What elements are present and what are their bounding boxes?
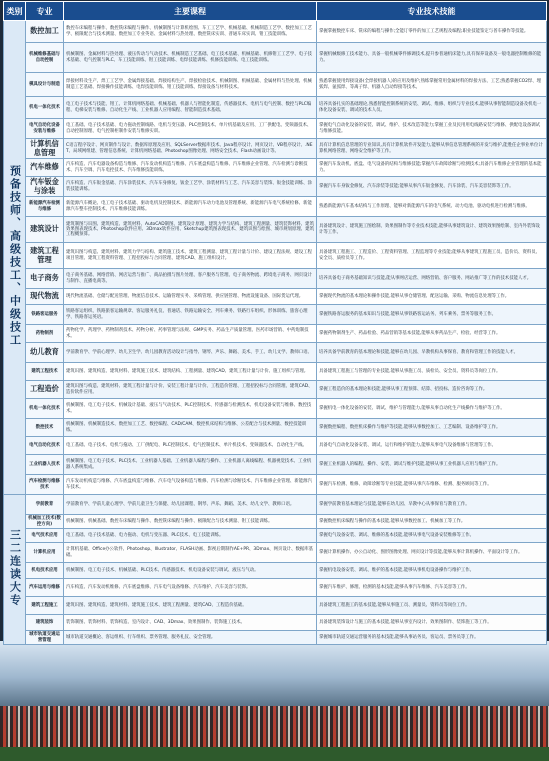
main-courses: 药物化学、药理学、药物制剂技术、药物分析、药事管理与法规、GMP实务、药品生产质量管理、医药市场营销、中药炮制技术。: [64, 325, 317, 343]
main-courses: 装饰制图、装饰材料、装饰构造、室内设计、CAD、3Dmax、效果图制作、装饰施工技术。: [64, 615, 317, 631]
table-row: [4, 515, 547, 529]
table-row: [4, 305, 547, 325]
main-courses: 机械制图、金属材料与热处理、液压传动与气动技术、机械制造工艺基础、电工技术基础、机械基础、机修钳工工艺学、电子技术基础、电气控制与PLC、车工技能训练、钳工技能训练、电焊技能训练、机修技能训练、电工技能训练。: [64, 43, 317, 73]
technical-skills: 掌握汽车车身钣金修复、汽车涂装等技能;能够从事汽车钣金修复、汽车涂装、汽车美容装饰等工作。: [317, 177, 547, 197]
table-row: [4, 631, 547, 645]
technical-skills: 具备建筑设计、建筑施工图绘制、效果图制作等专业技术技能,能够从事建筑设计、建筑效果图绘制、室内外装饰设计等工作。: [317, 217, 547, 243]
major-name: 数控加工: [26, 21, 64, 43]
category-cell: [4, 21, 26, 495]
technical-skills: 具备建筑工程施工、工程造价、工程资料管理、工程监理等专业技能;能够从事建筑工程施工员、造价员、资料员、安全员、质检员等工作。: [317, 243, 547, 269]
major-name: 计算机信息管理: [26, 139, 64, 159]
technical-skills: 掌握计算机操作、办公自动化、图形图像处理、网页设计等技能,能够从事计算机操作、平面设计等工作。: [317, 543, 547, 563]
table-row: [4, 419, 547, 437]
main-courses: 学前教育学、学前儿童心理学、学前儿童卫生与保健、幼儿园课程、钢琴、声乐、舞蹈、美术、幼儿文学、教师口语。: [64, 495, 317, 515]
main-courses: 机械制图、电工电子技术、PLC技术、工业机器人基础、工业机器人编程与操作、工业机器人离线编程、机器视觉技术、工业机器人系统集成。: [64, 455, 317, 475]
technical-skills: 掌握工业机器人的编程、操作、安装、调试与维护技能,能够从事工业机器人应用与维护工作。: [317, 455, 547, 475]
main-courses: 汽车发动机构造与维修、汽车底盘构造与维修、汽车电气设备构造与维修、汽车检测与诊断技术、汽车维修企业管理、新能源汽车技术。: [64, 475, 317, 495]
table-row: [4, 543, 547, 563]
main-courses: 新能源汽车概论、电工电子技术基础、驱动电机及控制技术、新能源汽车动力电池及管理系统、新能源汽车电气系统检修、新能源汽车整车控制技术、汽车维修技能训练。: [64, 197, 317, 217]
technical-skills: 掌握电气自动化设备的安装、调试、维护、技术改造等能力;掌握工业及民用用电线路安装与维修、供配电设备调试与维修技能。: [317, 119, 547, 139]
main-courses: 电工基础、电子技术基础、电力拖动控制线路、电机与变压器、PLC控制技术、单片机基础及应用、工厂供配电、变频器技术、自动控制原理、电气控制柜制作安装与维修实训。: [64, 119, 317, 139]
main-courses: 计算机基础、Office办公软件、Photoshop、Illustrator、FLASH动画、影视后期制作AE+PR、3Dmax、网页设计、数据库基础。: [64, 543, 317, 563]
main-courses: 汽车构造、汽车电器设备构造与维修、汽车发动机构造与维修、汽车底盘构造与维修、汽车维修企业管理、汽车检测与诊断技术、汽车空调、汽车电控技术、汽车维修技能训练。: [64, 159, 317, 177]
table-row: [4, 615, 547, 631]
technical-skills: 掌握汽车维护、修理、检测的基本技能,能够从事汽车维修、汽车美容等工作。: [317, 579, 547, 597]
technical-skills: 掌握学前教育基本理论与技能,能够在幼儿园、早教中心从事保育与教育工作。: [317, 495, 547, 515]
major-name: 机电一体化技术: [26, 399, 64, 419]
major-name: 机械加工技术(数控方向): [26, 515, 64, 529]
technical-skills: 培养具备电子商务基础知识与技能,能从事网店运营、网络营销、客户服务、网站推广等工作的技术技能人才。: [317, 269, 547, 289]
field-grass: [0, 747, 549, 761]
table-row: [4, 97, 547, 119]
technical-skills: 具备电气自动化设备安装、调试、运行和维护的能力,能够从事电气设备维修与管理等工作。: [317, 437, 547, 455]
table-header: [4, 2, 547, 21]
table-row: [4, 119, 547, 139]
technical-skills: 掌握汽车发动机、底盘、电气设备的结构与维修技能;掌握汽车故障诊断与检测技术;具备汽车维修企业管理的基本能力。: [317, 159, 547, 177]
table-row: [4, 177, 547, 197]
table-row: [4, 363, 547, 381]
technical-skills: 具有计算机信息管理的专业知识,具有计算机软件开发能力,能够从事信息管理系统的开发与维护,能胜任企事业单位计算机网络管理、网络安全维护等工作。: [317, 139, 547, 159]
technical-skills: 掌握掌握数控车床、铣床的编程与操作;全能订零件的加工工艺规程及编程;职业技能鉴定与普车操作等技能。: [317, 21, 547, 43]
table-row: [4, 159, 547, 177]
table-row: [4, 289, 547, 305]
main-courses: 机械制图、电工电子技术、机械设计基础、液压与气动技术、PLC控制技术、传感器与检测技术、机电设备安装与维修、数控技术。: [64, 399, 317, 419]
technical-skills: 具备建筑工程施工的基本技能,能够从事施工员、测量员、资料员等岗位工作。: [317, 597, 547, 615]
table-row: [4, 197, 547, 217]
technical-skills: 具备建筑工程施工与管理的专业技能,能够从事施工员、质检员、安全员、资料员等岗位工作。: [317, 363, 547, 381]
technical-skills: 掌握电气设备安装、调试、维修的基本技能,能够从事电气设备安装维修等工作。: [317, 529, 547, 543]
technical-skills: 掌握工程造价的基本理论和技能,能够从事工程预算、结算、招投标、造价咨询等工作。: [317, 381, 547, 399]
table-row: [4, 269, 547, 289]
table-row: [4, 73, 547, 97]
main-courses: 电子商务基础、网络营销、网店运营与推广、商品拍摄与图片处理、客户服务与管理、电子商务物流、跨境电子商务、网页设计与制作、直播电商等。: [64, 269, 317, 289]
major-name: 模具设计与制造: [26, 73, 64, 97]
table-row: [4, 495, 547, 515]
table-body: [4, 21, 547, 645]
technical-skills: 掌握机械级修工技术能力、具备一般机械零件修调技术,提升参普通机床能力,具有保养设备及一般电器控制维修的能力。: [317, 43, 547, 73]
major-name: 数控技术: [26, 419, 64, 437]
major-name: 城市轨道交通运营管理: [26, 631, 64, 645]
main-courses: 机械制图、机械基础、数控车床编程与操作、数控铣床编程与操作、极限配合与技术测量、钳工技能训练。: [64, 515, 317, 529]
main-courses: 现代物流基础、仓储与配送管理、物流信息技术、运输管理实务、采购管理、供应链管理、物流设施设备、国际货运代理。: [64, 289, 317, 305]
main-courses: 焊接材料及生产、焊工工艺学、金属焊接基础、焊接结构生产、焊接检验技术、机械制图、机械基础、金属材料与热处理、机械制造工艺基础、焊接操作技能训练、电焊技能训练、钳工技能训练、焊接设备与材料技术。: [64, 73, 317, 97]
table-row: [4, 343, 547, 363]
main-courses: 城市轨道交通概论、客运组织、行车组织、票务管理、服务礼仪、安全管理。: [64, 631, 317, 645]
table-row: [4, 579, 547, 597]
major-name: 现代物流: [26, 289, 64, 305]
header-category: 类别: [4, 2, 26, 21]
main-courses: 电工基础、电子技术基础、电力拖动、电机与变压器、PLC技术、电工技能训练。: [64, 529, 317, 543]
main-courses: 建筑识图与构造、建筑材料、建筑工程计量与计价、安装工程计量与计价、工程造价管理、工程招投标与合同管理、建筑CAD、造价软件应用。: [64, 381, 317, 399]
major-name: 机电一体化技术: [26, 97, 64, 119]
main-courses: 电工电子技术与技能、钳工、计算机网络基础、机械基础、机器人与智能化制造、传感器技术、电机与电气控制、数控与PLC编程、电梯安装与维修、自动化生产线、工业机器人应用编程、智能制造技术基础。: [64, 97, 317, 119]
technical-skills: 掌握数控机床编程与操作的基本技能,能够从事数控加工、机械加工等工作。: [317, 515, 547, 529]
main-courses: 汽车构造、汽车钣金基础、汽车涂装技术、汽车车身修复、钣金工艺学、涂装材料与工艺、汽车美容与装饰、钣金技能训练、涂装技能训练。: [64, 177, 317, 197]
majors-course-table: [3, 1, 547, 645]
table-row: [4, 399, 547, 419]
header-courses: 主要课程: [64, 2, 317, 21]
technical-skills: 掌握药物制剂生产、药品检验、药品营销等基本技能,能够从事药品生产、检验、经营等工作。: [317, 325, 547, 343]
major-name: 建筑工程管理: [26, 243, 64, 269]
technical-skills: 培养具备扎实的基础理论,熟悉智能控制系统的安装、调试、维修、组织与专业技术,能够从事智能制造设备及机电一体化设备安装、调试的技术人员。: [317, 97, 547, 119]
main-courses: 铁路客运组织、铁路旅客运输规章、客运服务礼仪、普通话、铁路运输安全、列车乘务、铁路行车组织、形体训练、旅客心理学、铁路客运英语。: [64, 305, 317, 325]
technical-skills: 具备建筑装饰设计与施工的基本技能,能够从事室内设计、效果图制作、装饰施工等工作。: [317, 615, 547, 631]
main-courses: 建筑制图与识图、建筑构造、建筑材料、AutoCAD制图、建筑设计原理、建筑力学与结构、建筑工程测量、建筑装饰材料、建筑效果图表现技术、Photoshop软件应用、3Dmax软件应用、Sketchup建筑图表现技术、建筑识图与绘图、城市规划原理、建筑工程概预算。: [64, 217, 317, 243]
major-name: 学前教育: [26, 495, 64, 515]
major-name: 汽车运用与维修: [26, 579, 64, 597]
main-courses: 学前教育学、学前心理学、幼儿卫生学、幼儿园教育活动设计与指导、钢琴、声乐、舞蹈、美术、手工、幼儿文学、教师口语。: [64, 343, 317, 363]
major-name: 建筑装饰: [26, 615, 64, 631]
technical-skills: 掌握城市轨道交通运营服务的基本技能,能够从事站务员、客运员、票务员等工作。: [317, 631, 547, 645]
header-skills: 专业技术技能: [317, 2, 547, 21]
main-courses: 建筑识图、建筑构造、建筑材料、建筑施工技术、建筑结构、工程测量、建筑CAD、建筑工程计量与计价、施工组织与管理。: [64, 363, 317, 381]
table-row: [4, 243, 547, 269]
category-cell: [4, 495, 26, 645]
major-name: 工程造价: [26, 381, 64, 399]
main-courses: 建筑识图、建筑构造、建筑材料、建筑施工技术、建筑工程测量、建筑CAD、工程造价基础。: [64, 597, 317, 615]
major-name: 计算机应用: [26, 543, 64, 563]
major-name: 机电技术应用: [26, 563, 64, 579]
technical-skills: 熟悉新能源汽车基本结构与工作原理、能够对新能源汽车的电气系统、动力电池、驱动电机进行检测与维修。: [317, 197, 547, 217]
major-name: 电气自动化技术: [26, 437, 64, 455]
major-name: 建筑工程技术: [26, 363, 64, 381]
table-row: [4, 21, 547, 43]
table-row: [4, 381, 547, 399]
major-name: 电气自动化设备安装与维修: [26, 119, 64, 139]
major-name: 铁路客运服务: [26, 305, 64, 325]
major-name: 电子商务: [26, 269, 64, 289]
major-name: 药物制剂: [26, 325, 64, 343]
technical-skills: 掌握机电一体化设备的安装、调试、维护与管理能力,能够从事自动化生产线操作与维护等工作。: [317, 399, 547, 419]
major-name: 电气技术应用: [26, 529, 64, 543]
major-name: 新能源汽车检测与维修: [26, 197, 64, 217]
main-courses: 汽车构造、汽车发动机维修、汽车底盘维修、汽车电气设备维修、汽车维护、汽车美容与装饰。: [64, 579, 317, 597]
category-label: 预备技师、高级技工、中级技工: [8, 165, 22, 348]
main-courses: 建筑识图与构造、建筑材料、建筑力学与结构、建筑施工技术、建筑工程测量、建筑工程计量与计价、建设工程法规、建设工程项目管理、建筑工程资料管理、工程招投标与合同管理、建筑CAD、施工组织设计。: [64, 243, 317, 269]
major-name: 幼儿教育: [26, 343, 64, 363]
major-name: 汽车维修: [26, 159, 64, 177]
main-courses: 电工基础、电子技术、电机与拖动、工厂供配电、PLC控制技术、电气控制技术、单片机技术、变频器技术、自动化生产线。: [64, 437, 317, 455]
table-row: [4, 475, 547, 495]
main-courses: 机械制图、电工电子技术、机械基础、PLC技术、传感器技术、机电设备安装与调试、液压与气动。: [64, 563, 317, 579]
technical-skills: 掌握数控编程、数控机床操作与维护等技能,能够从事数控加工、工艺编制、设备维护等工作。: [317, 419, 547, 437]
major-name: 建筑工程施工: [26, 597, 64, 615]
table-row: [4, 217, 547, 243]
table-row: [4, 139, 547, 159]
table-row: [4, 325, 547, 343]
technical-skills: 掌握铁路客运服务的基本知识与技能,能够从事铁路客运站务、列车乘务、票务等服务工作。: [317, 305, 547, 325]
main-courses: 机械制图、机械制造技术、数控加工工艺、数控编程、CAD/CAM、数控机床结构与维修、公差配合与技术测量、数控技能训练。: [64, 419, 317, 437]
table-row: [4, 597, 547, 615]
table-row: [4, 529, 547, 543]
technical-skills: 掌握现代物流的基本理论和操作技能,能够从事仓储管理、配送运输、采购、物流信息处理等工作。: [317, 289, 547, 305]
major-name: 汽车钣金与涂装: [26, 177, 64, 197]
major-name: 建筑设计: [26, 217, 64, 243]
table-row: [4, 563, 547, 579]
technical-skills: 培养具备学前教育的基本理论和技能,能够在幼儿园、早教机构从事保育、教育和管理工作的技能人才。: [317, 343, 547, 363]
major-name: 机械维修基础与自动控制: [26, 43, 64, 73]
major-name: 汽车检测与维修技术: [26, 475, 64, 495]
header-major: 专业: [26, 2, 64, 21]
technical-skills: 熟悉掌握使用焊接设备(全焊接机器人)的应用及维护;熟练掌握常用金属材料的焊接方法、工艺;熟悉掌握CO2焊、埋弧焊、氩弧焊、等离子焊、机器人自动焊接等技术。: [317, 73, 547, 97]
table-row: [4, 455, 547, 475]
main-courses: C语言程序设计、网页制作与设计、数据库原理及应用、SQLServer数据库技术、Java程序设计、网页设计、VB程序设计、.NET、局域网组建、管理信息系统、计算机网络基础、Photoshop图像处理、网络安全技术、Flash动画设计等。: [64, 139, 317, 159]
technical-skills: 掌握机电设备安装、调试、维护的基本技能,能够从事机电设备操作与维护工作。: [317, 563, 547, 579]
table-row: [4, 43, 547, 73]
main-courses: 数控车床编程与操作、数控铣床编程与操作、机械制图与计算机绘图、车工工艺学、机械基础、机械制造工艺学、数控加工工艺学、极限配合与技术测量、数控加工专业英语、金属材料与热处理、数控铣床实训、普通车床实训、钳工技能训练。: [64, 21, 317, 43]
major-name: 工业机器人技术: [26, 455, 64, 475]
table-row: [4, 437, 547, 455]
technical-skills: 掌握汽车检测、维修、故障诊断等专业技能,能够从事汽车维修、检测、服务顾问等工作。: [317, 475, 547, 495]
category-label: 三二连读大专: [8, 529, 22, 608]
